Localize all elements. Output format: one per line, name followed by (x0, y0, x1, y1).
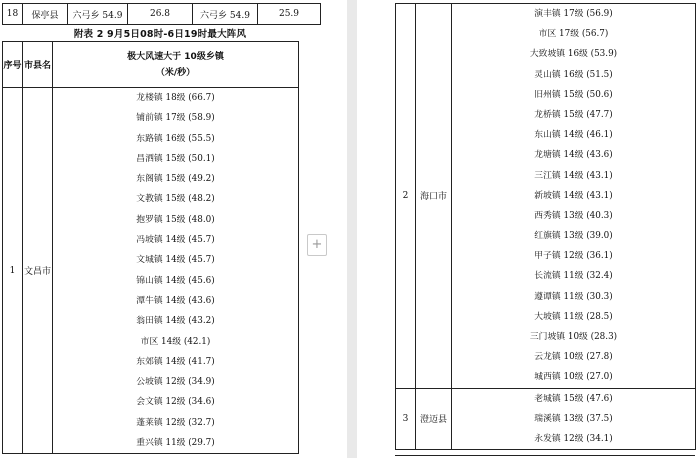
town-item: 文城镇 14级 (45.7) (136, 255, 215, 266)
town-item: 大致坡镇 16级 (53.9) (529, 49, 618, 60)
county-name: 保亭县 (23, 4, 68, 25)
header-towns (53, 42, 299, 88)
table-caption: 附表 2 9月5日08时-6日19时最大阵风 (73, 29, 247, 40)
town-list-body (53, 88, 298, 453)
town-item: 龙桥镇 15级 (47.7) (534, 109, 613, 120)
header-no: 序号 (3, 42, 23, 88)
town-item: 大坡镇 11级 (28.5) (534, 311, 613, 322)
header-county: 市县名 (23, 42, 53, 88)
group-number: 1 (3, 88, 23, 454)
town-item: 会文镇 12级 (34.6) (136, 397, 215, 408)
value-cell: 25.9 (258, 4, 321, 25)
document-page-left (0, 0, 347, 458)
town-item: 城西镇 10级 (27.0) (534, 372, 613, 383)
town-item: 文教镇 15级 (48.2) (136, 194, 215, 205)
town-list (452, 4, 696, 389)
town-item: 市区 17级 (56.7) (538, 29, 609, 40)
town-item: 抱罗镇 15级 (48.0) (136, 214, 215, 225)
town-item: 遵谭镇 11级 (30.3) (534, 291, 613, 302)
town-item: 龙楼镇 18级 (66.7) (136, 93, 215, 103)
table-row (396, 4, 696, 389)
row-number: 18 (3, 4, 23, 25)
town-item: 东阁镇 15级 (49.2) (136, 174, 215, 185)
town-item: 龙塘镇 14级 (43.6) (534, 150, 613, 161)
town-item: 甲子镇 12级 (36.1) (534, 251, 613, 262)
header-row (3, 42, 299, 88)
town-value: 六弓乡 54.9 (68, 4, 128, 25)
town-list-body (452, 389, 695, 450)
town-value: 六弓乡 54.9 (193, 4, 258, 25)
add-page-button[interactable]: + (307, 234, 327, 256)
town-list (53, 88, 299, 454)
table-row (3, 88, 299, 454)
group-county: 澄迈县 (416, 388, 452, 450)
town-item: 三门坡镇 10级 (28.3) (529, 332, 618, 342)
town-item: 重兴镇 11级 (29.7) (136, 438, 215, 449)
table-row (396, 388, 696, 450)
town-item: 演丰镇 17级 (56.9) (534, 9, 613, 19)
town-item: 瑞溪镇 13级 (37.5) (534, 413, 613, 424)
town-item: 冯坡镇 14级 (45.7) (136, 235, 215, 246)
town-item: 铺前镇 17级 (58.9) (136, 113, 215, 124)
town-item: 东山镇 14级 (46.1) (534, 130, 613, 141)
table-row (3, 4, 321, 25)
town-list-body (452, 4, 695, 388)
group-county: 文昌市 (23, 88, 53, 454)
town-item: 东郊镇 14级 (41.7) (136, 356, 215, 367)
group-county: 海口市 (416, 4, 452, 389)
town-item: 新坡镇 14级 (43.1) (534, 190, 613, 201)
town-item: 市区 14级 (42.1) (140, 336, 211, 347)
group-number: 2 (396, 4, 416, 389)
town-item: 东路镇 16级 (55.5) (136, 133, 215, 144)
gust-table (2, 41, 299, 454)
town-item: 锦山镇 14级 (45.6) (136, 275, 215, 286)
header-towns-line1: 极大风速大于 10级乡镇 (127, 51, 224, 62)
document-page-right (357, 0, 700, 458)
town-item: 旧州镇 15级 (50.6) (534, 89, 613, 100)
value-cell: 26.8 (128, 4, 193, 25)
town-list (452, 388, 696, 450)
group-number: 3 (396, 388, 416, 450)
town-item: 昌洒镇 15级 (50.1) (136, 153, 215, 164)
town-item: 公坡镇 12级 (34.9) (136, 377, 215, 388)
town-item: 蓬莱镇 12级 (32.7) (136, 417, 215, 428)
town-item: 长流镇 11级 (32.4) (534, 271, 613, 282)
town-item: 红旗镇 13级 (39.0) (534, 231, 613, 242)
summary-row-table (2, 3, 321, 25)
town-item: 云龙镇 10级 (27.8) (534, 352, 613, 363)
town-item: 灵山镇 16级 (51.5) (534, 69, 613, 80)
town-item: 翁田镇 14级 (43.2) (136, 316, 215, 327)
town-item: 潭牛镇 14级 (43.6) (136, 295, 215, 306)
town-item: 三江镇 14级 (43.1) (534, 170, 613, 181)
town-item: 永发镇 12级 (34.1) (534, 433, 613, 444)
gust-table-continued (395, 3, 696, 450)
header-towns-line2: （米/秒） (155, 67, 196, 78)
town-item: 老城镇 15级 (47.6) (534, 393, 613, 404)
town-item: 西秀镇 13级 (40.3) (534, 210, 613, 221)
